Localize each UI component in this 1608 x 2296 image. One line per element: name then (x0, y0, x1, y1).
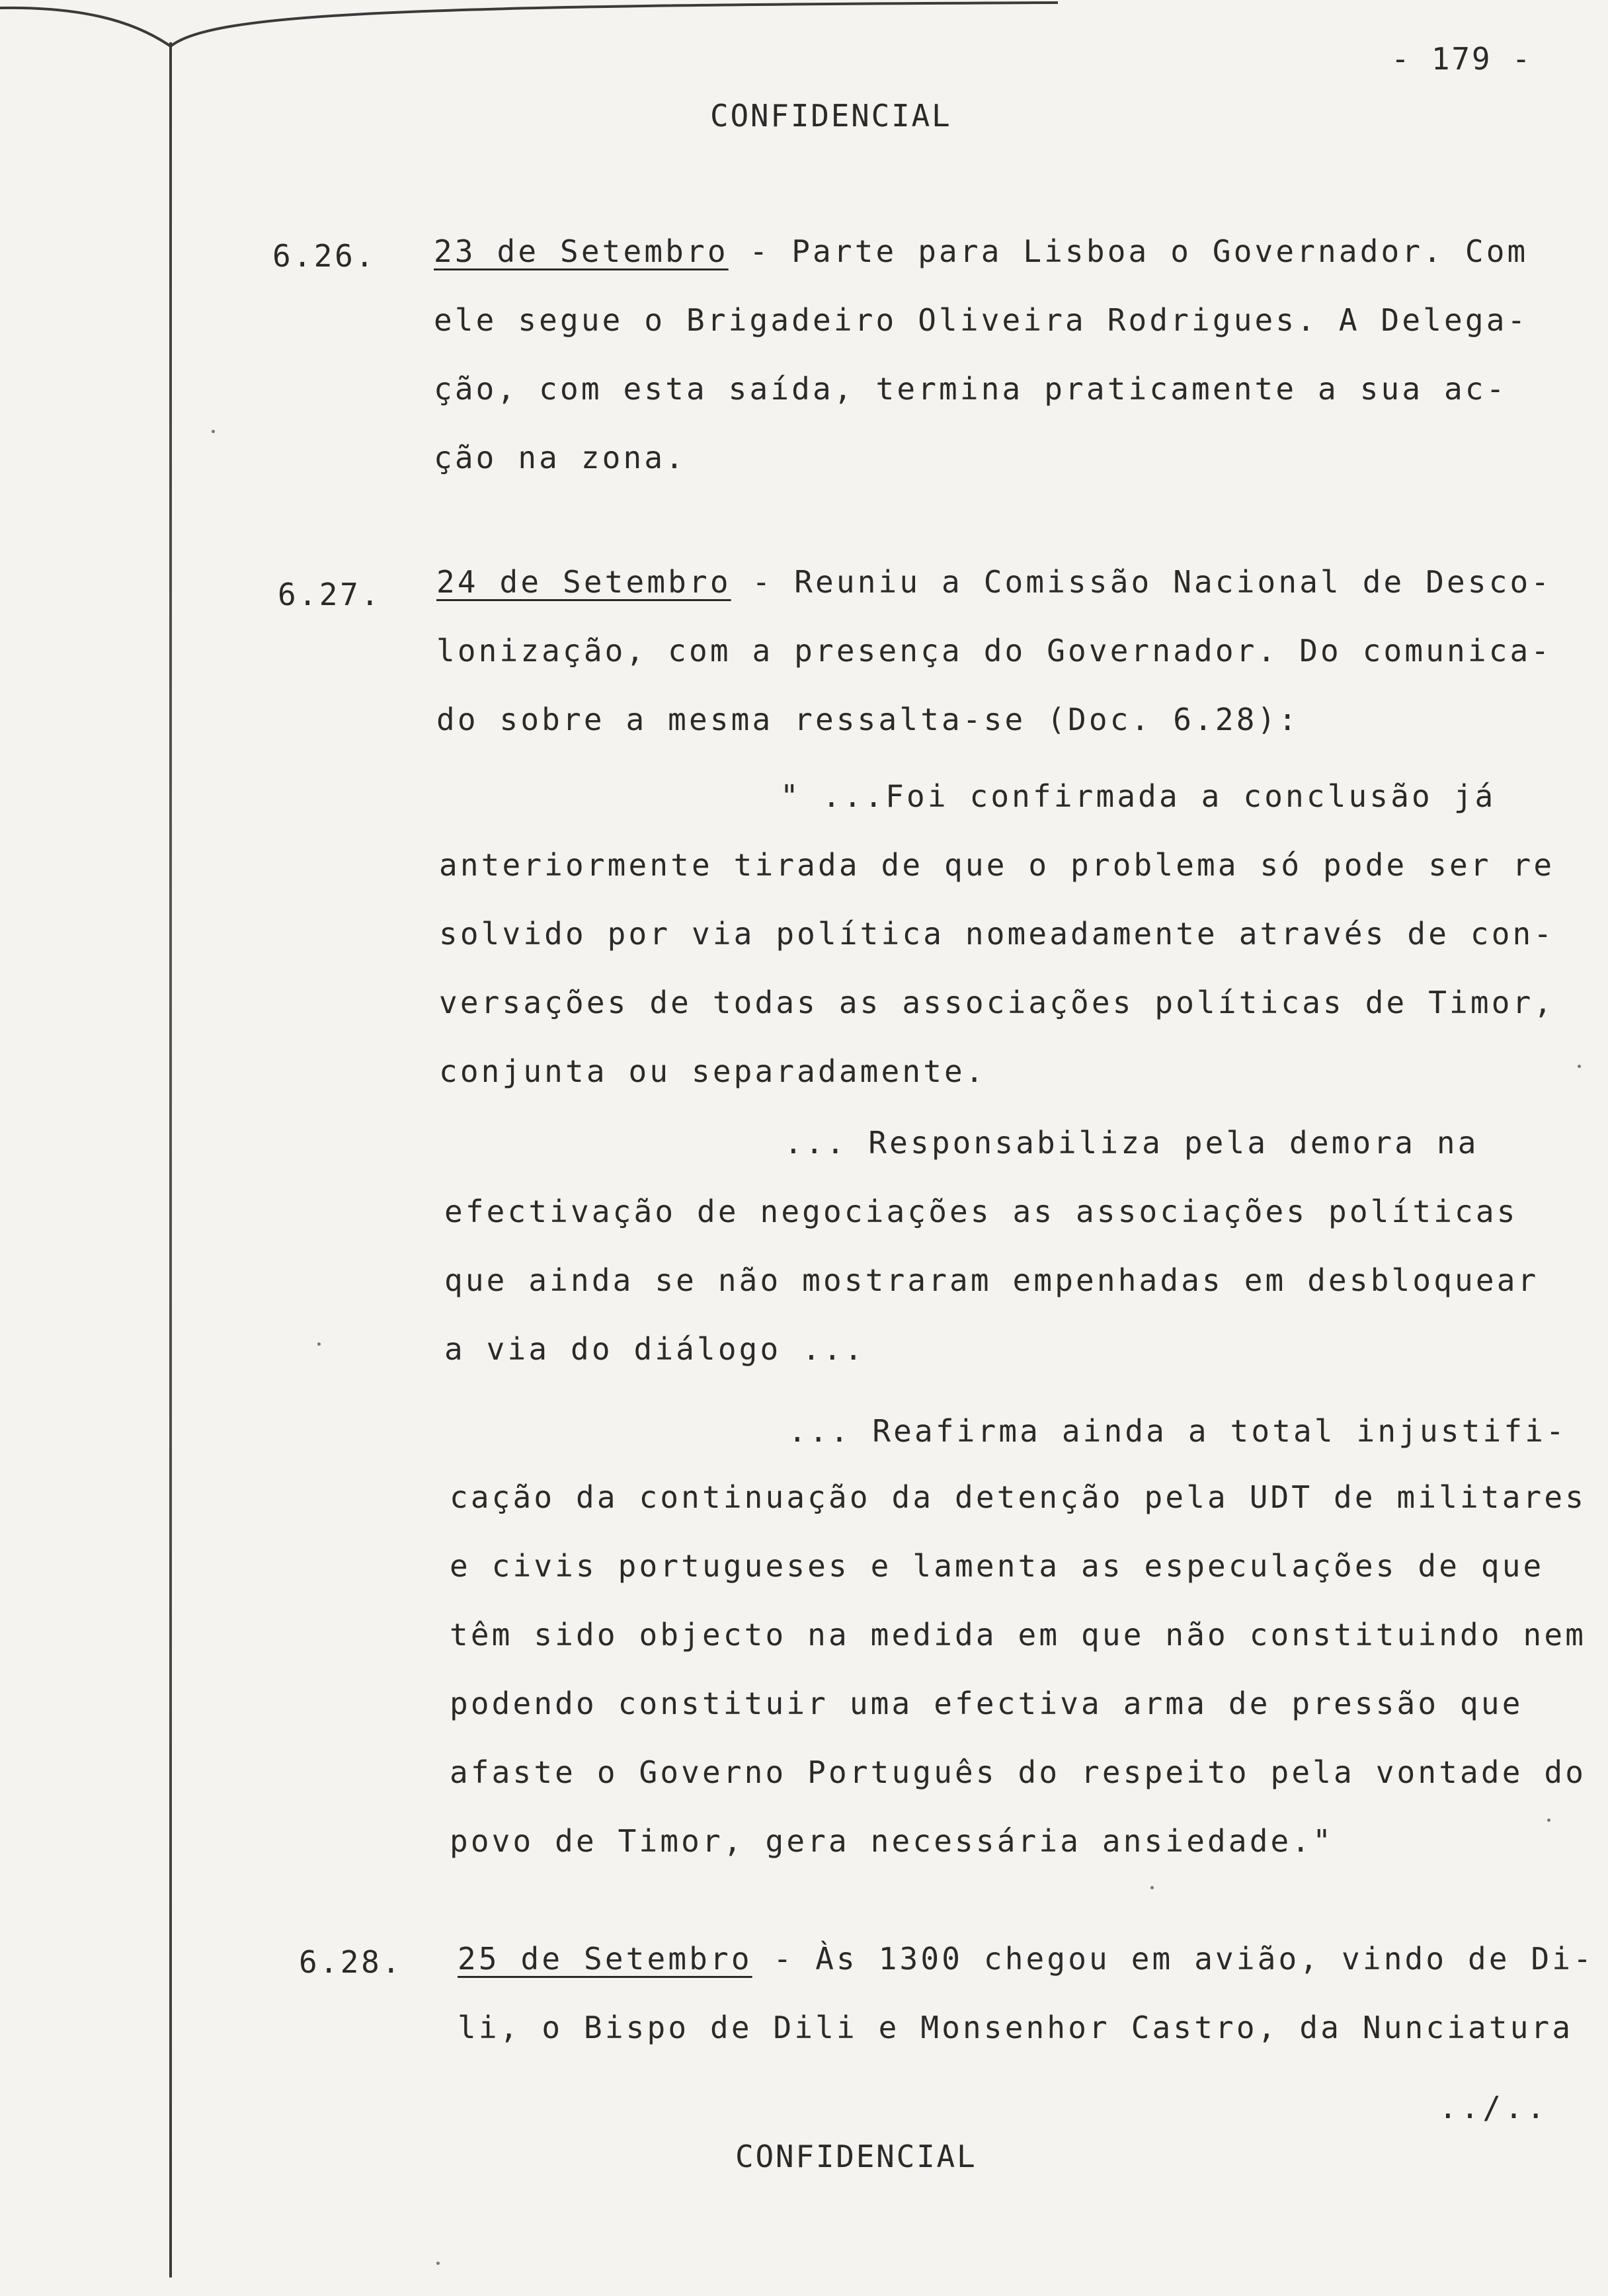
quote-line: anteriormente tirada de que o problema só pode ser re (439, 847, 1555, 883)
entry-text: - Parte para Lisboa o Governador. Com (728, 233, 1529, 269)
quote-paragraph (439, 831, 1554, 1106)
entry-paragraph (436, 548, 1552, 754)
scan-speck (1547, 1819, 1550, 1822)
scan-speck (212, 430, 215, 433)
binding-line (169, 42, 172, 2277)
quote-first-line: ... Reafirma ainda a total injustifi- (788, 1413, 1567, 1449)
continuation-mark: ../.. (1439, 2090, 1549, 2125)
scan-speck (1578, 1065, 1581, 1068)
quote-line: podendo constituir uma efectiva arma de pressão que (450, 1686, 1523, 1721)
quote-line: cação da continuação da detenção pela UDT de militares (450, 1479, 1587, 1515)
scan-speck (1150, 1886, 1154, 1889)
entry-first-line (458, 1924, 1594, 1993)
entry-text: - Às 1300 chegou em avião, vindo de Di- (752, 1941, 1595, 1977)
entry-line: do sobre a mesma ressalta-se (Doc. 6.28): (436, 702, 1300, 737)
entry-date: 24 de Setembro (436, 564, 731, 600)
entry-number: 6.28. (299, 1944, 403, 1980)
entry-paragraph (434, 217, 1528, 492)
page-number: - 179 - (1391, 41, 1533, 77)
quote-line: afaste o Governo Português do respeito pela vontade do (450, 1754, 1587, 1790)
quote-line: têm sido objecto na medida em que não constituindo nem (450, 1617, 1587, 1653)
quote-first-line: ... Responsabiliza pela demora na (784, 1125, 1479, 1161)
quote-line: que ainda se não mostraram empenhadas em desbloquear (444, 1262, 1539, 1298)
classification-header: CONFIDENCIAL (710, 98, 952, 134)
entry-line: li, o Bispo de Dili e Monsenhor Castro, da Nunciatura (458, 2010, 1574, 2045)
entry-number: 6.27. (278, 577, 382, 612)
quote-line: conjunta ou separadamente. (439, 1053, 986, 1089)
entry-number: 6.26. (272, 238, 376, 274)
quote-line: e civis portugueses e lamenta as especulações de que (450, 1548, 1545, 1584)
quote-paragraph (450, 1463, 1586, 1875)
entry-date: 23 de Setembro (434, 233, 729, 269)
quote-first-line: " ...Foi confirmada a conclusão já (780, 778, 1496, 814)
classification-footer: CONFIDENCIAL (735, 2139, 977, 2174)
entry-text: - Reuniu a Comissão Nacional de Desco- (731, 564, 1552, 600)
entry-line: ção na zona. (434, 440, 687, 475)
quote-line: povo de Timor, gera necessária ansiedade." (450, 1823, 1334, 1859)
entry-first-line (434, 217, 1528, 286)
entry-paragraph (458, 1924, 1594, 2062)
entry-line: ele segue o Brigadeiro Oliveira Rodrigues. A Delega- (434, 302, 1529, 338)
entry-date: 25 de Setembro (458, 1941, 752, 1977)
scan-speck (317, 1342, 321, 1346)
entry-line: lonização, com a presença do Governador. Do comunica- (436, 633, 1552, 669)
quote-line: versações de todas as associações políticas de Timor, (439, 985, 1555, 1020)
scan-speck (436, 2262, 440, 2265)
binding-curve (0, 0, 1608, 79)
quote-line: solvido por via política nomeadamente através de con- (439, 916, 1555, 952)
entry-line: ção, com esta saída, termina praticamente a sua ac- (434, 371, 1508, 407)
quote-paragraph (444, 1177, 1539, 1383)
quote-line: a via do diálogo ... (444, 1331, 865, 1367)
entry-first-line (436, 548, 1552, 616)
quote-line: efectivação de negociações as associações políticas (444, 1194, 1518, 1229)
